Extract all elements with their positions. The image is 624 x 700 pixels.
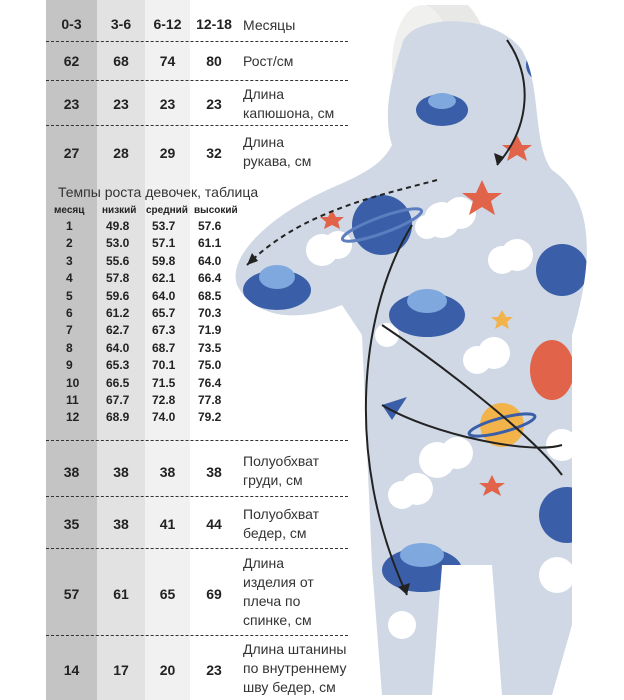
growth-value-cell: 71.5 — [152, 375, 176, 390]
size-cell: 61 — [113, 586, 129, 602]
divider — [46, 496, 348, 497]
growth-month-cell: 12 — [66, 410, 80, 425]
growth-value-cell: 79.2 — [198, 410, 222, 425]
divider — [46, 80, 348, 81]
growth-value-cell: 57.6 — [198, 219, 222, 233]
row-label-garment-length: Длина изделия от плеча по спинке, см — [243, 555, 314, 628]
age-header-12-18: 12-18 — [196, 16, 232, 32]
size-cell: 32 — [206, 145, 222, 161]
size-cell: 74 — [159, 53, 176, 69]
growth-month-cell: 9 — [66, 358, 73, 373]
size-cell: 23 — [206, 662, 222, 678]
growth-value-cell: 65.3 — [106, 358, 130, 373]
divider — [46, 635, 348, 636]
growth-month-cell: 4 — [66, 271, 73, 286]
growth-value-cell: 62.7 — [106, 323, 130, 338]
growth-value-cell: 53.7 — [152, 219, 176, 233]
growth-value-cell: 49.8 — [106, 219, 130, 233]
growth-value-cell: 61.2 — [106, 306, 130, 320]
growth-month-cell: 1 — [66, 219, 73, 233]
growth-header-high: высокий — [194, 205, 238, 216]
size-cell: 38 — [113, 516, 129, 532]
row-label-chest: Полуобхват груди, см — [243, 453, 320, 488]
growth-month-cell: 8 — [66, 340, 73, 355]
growth-value-cell: 72.8 — [152, 393, 176, 407]
size-cell: 62 — [63, 53, 80, 69]
growth-value-cell: 55.6 — [106, 253, 130, 268]
size-cell: 41 — [159, 516, 176, 532]
growth-value-cell: 66.5 — [106, 375, 130, 390]
growth-value-cell: 64.0 — [198, 253, 222, 268]
size-cell: 23 — [113, 96, 129, 112]
growth-value-cell: 71.9 — [198, 323, 222, 338]
growth-header-low: низкий — [102, 205, 137, 216]
size-cell: 27 — [63, 145, 80, 161]
growth-table-title: Темпы роста девочек, таблица — [58, 184, 259, 200]
size-cell: 28 — [113, 145, 129, 161]
divider — [46, 548, 348, 549]
growth-value-cell: 75.0 — [198, 358, 222, 373]
age-header-0-3: 0-3 — [61, 16, 82, 32]
size-cell: 38 — [113, 464, 129, 480]
growth-value-cell: 59.8 — [152, 253, 176, 268]
growth-value-cell: 57.1 — [152, 236, 176, 251]
row-label-sleeve-length: Длина рукава, см — [243, 134, 312, 169]
size-cell: 38 — [206, 464, 222, 480]
growth-value-cell: 62.1 — [152, 271, 176, 286]
growth-value-cell: 64.0 — [152, 288, 176, 303]
growth-header-mid: средний — [146, 205, 188, 216]
divider — [46, 125, 348, 126]
growth-value-cell: 77.8 — [198, 393, 222, 407]
growth-month-cell: 5 — [66, 288, 73, 303]
size-cell: 23 — [63, 96, 80, 112]
size-cell: 20 — [159, 662, 176, 678]
growth-value-cell: 67.3 — [152, 323, 176, 338]
growth-value-cell: 59.6 — [106, 288, 130, 303]
growth-month-cell: 11 — [66, 393, 79, 407]
growth-month-cell: 2 — [66, 236, 73, 251]
growth-value-cell: 68.9 — [106, 410, 130, 425]
growth-value-cell: 74.0 — [152, 410, 176, 425]
growth-value-cell: 65.7 — [152, 306, 176, 320]
growth-value-cell: 70.3 — [198, 306, 222, 320]
growth-value-cell: 57.8 — [106, 271, 130, 286]
size-cell: 44 — [206, 516, 222, 532]
size-cell: 14 — [63, 662, 80, 678]
row-label-hips: Полуобхват бедер, см — [243, 506, 320, 541]
size-cell: 29 — [159, 145, 176, 161]
size-cell: 35 — [63, 516, 80, 532]
size-cell: 17 — [113, 662, 129, 678]
growth-value-cell: 76.4 — [198, 375, 222, 390]
size-cell: 23 — [159, 96, 176, 112]
size-cell: 69 — [206, 586, 222, 602]
age-header-6-12: 6-12 — [153, 16, 182, 32]
growth-value-cell: 73.5 — [198, 340, 222, 355]
size-cell: 38 — [63, 464, 80, 480]
months-label: Месяцы — [243, 17, 296, 33]
growth-month-cell: 7 — [66, 323, 73, 338]
growth-value-cell: 68.5 — [198, 288, 222, 303]
size-cell: 38 — [159, 464, 176, 480]
growth-value-cell: 66.4 — [198, 271, 222, 286]
row-label-hood-length: Длина капюшона, см — [243, 86, 335, 121]
size-cell: 57 — [63, 586, 80, 602]
age-header-3-6: 3-6 — [110, 16, 132, 32]
growth-month-cell: 10 — [66, 375, 80, 390]
growth-value-cell: 70.1 — [152, 358, 176, 373]
divider — [46, 440, 348, 441]
growth-value-cell: 61.1 — [198, 236, 222, 251]
size-cell: 65 — [159, 586, 176, 602]
growth-month-cell: 6 — [66, 306, 73, 320]
size-cell: 80 — [206, 53, 222, 69]
growth-value-cell: 53.0 — [106, 236, 130, 251]
growth-value-cell: 68.7 — [152, 340, 176, 355]
divider — [46, 41, 348, 42]
growth-month-cell: 3 — [66, 253, 73, 268]
growth-header-month: месяц — [54, 205, 85, 216]
size-cell: 68 — [113, 53, 129, 69]
row-label-inseam-length: Длина штанины по внутреннему шву бедер, см — [243, 641, 347, 695]
growth-value-cell: 67.7 — [106, 393, 130, 407]
growth-value-cell: 64.0 — [106, 340, 130, 355]
size-cell: 23 — [206, 96, 222, 112]
row-label-height: Рост/см — [243, 53, 294, 69]
